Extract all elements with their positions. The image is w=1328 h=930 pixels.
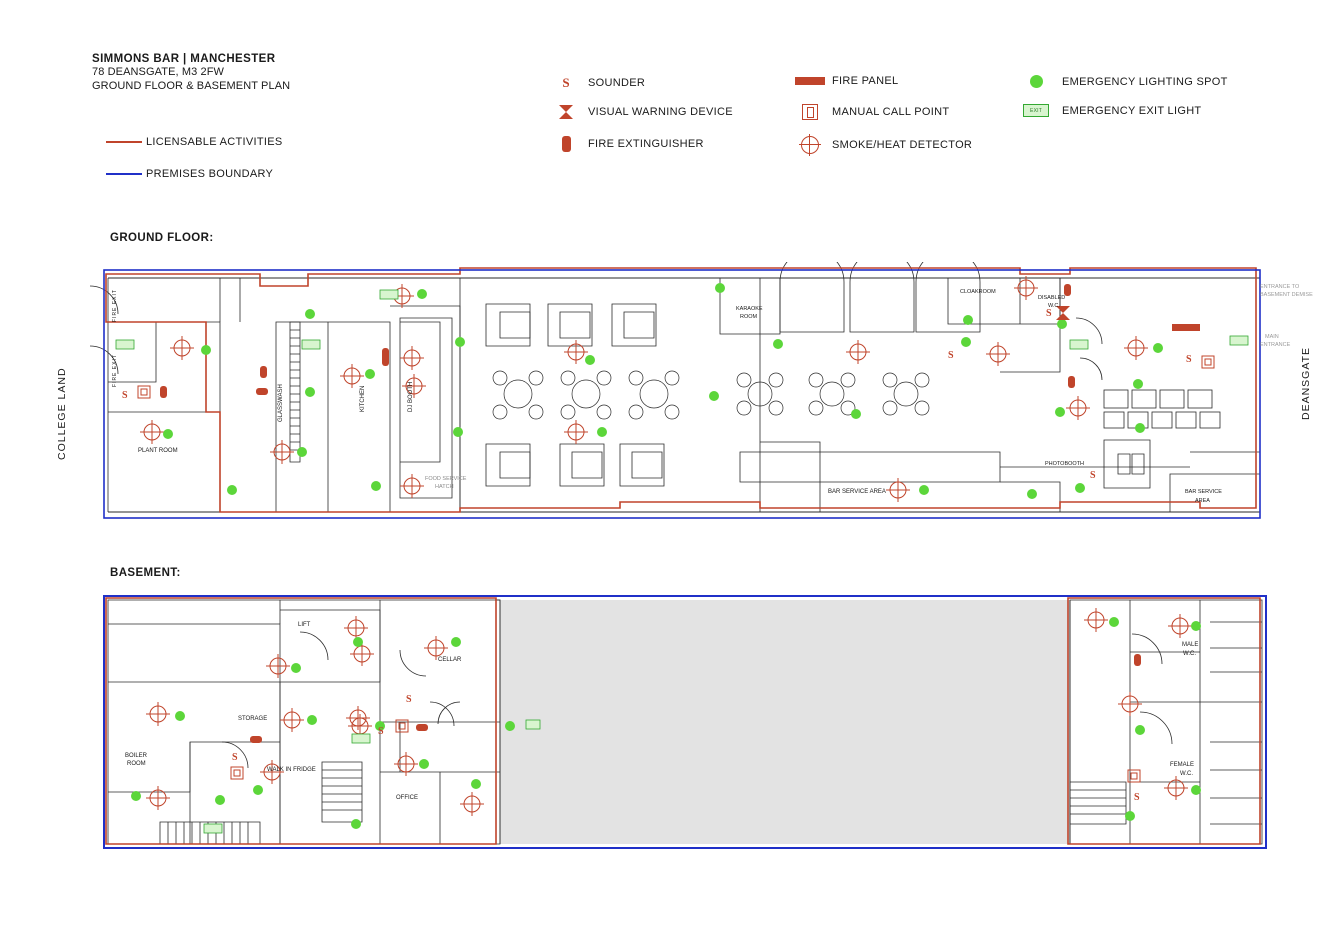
plan-address: 78 DEANSGATE, M3 2FW — [92, 66, 224, 79]
blue-line-swatch-icon — [104, 173, 144, 175]
annotation-fire-exit-2: FIRE EXIT — [112, 354, 118, 387]
basement-plan — [100, 592, 1270, 852]
basement-void-area — [500, 600, 1070, 844]
legend-item-visual-warning-device — [544, 104, 733, 120]
legend-label: MANUAL CALL POINT — [832, 106, 950, 118]
annotation-main: MAIN — [1265, 334, 1279, 340]
svg-text:S: S — [1186, 354, 1192, 365]
annotation-cloakroom: CLOAKROOM — [960, 289, 996, 295]
legend-label: FIRE EXTINGUISHER — [588, 138, 704, 150]
legend-item-fire-panel — [788, 75, 898, 87]
fire-panel-symbol — [1172, 324, 1200, 331]
svg-text:S: S — [948, 350, 954, 361]
annotation-karaoke-room: ROOM — [740, 314, 758, 320]
annotation-photobooth: PHOTOBOOTH — [1045, 461, 1085, 467]
legend-item-emergency-exit-light — [1018, 104, 1201, 117]
ground-floor-heading: GROUND FLOOR: — [110, 232, 214, 244]
svg-text:S: S — [232, 752, 238, 763]
legend-item-premises-boundary — [104, 168, 273, 180]
annotation-male-wc: W.C. — [1183, 651, 1196, 657]
svg-text:S: S — [406, 694, 412, 705]
legend-label: FIRE PANEL — [832, 75, 899, 87]
annotation-disabled: DISABLED — [1038, 295, 1066, 301]
legend-label: SOUNDER — [588, 77, 646, 89]
smoke-heat-detector-icon — [788, 136, 832, 154]
legend-label: EMERGENCY EXIT LIGHT — [1062, 104, 1202, 117]
title-block — [92, 52, 290, 94]
vwd-glyph — [558, 104, 574, 120]
ground-floor-drawing — [60, 262, 1320, 542]
annotation-disabled-wc: W.C. — [1048, 303, 1060, 309]
legend-item-emergency-lighting-spot — [1018, 75, 1228, 88]
annotation-dj-booth: DJ BOOTH — [408, 381, 414, 412]
annotation-female: FEMALE — [1170, 762, 1195, 768]
legend-label: SMOKE/HEAT DETECTOR — [832, 139, 973, 151]
svg-text:S: S — [378, 726, 384, 737]
basement-heading: BASEMENT: — [110, 567, 181, 579]
legend-label: VISUAL WARNING DEVICE — [588, 106, 733, 118]
annotation-cellar: CELLAR — [438, 657, 462, 663]
annotation-boiler-room: ROOM — [127, 761, 146, 767]
legend-item-sounder — [544, 75, 645, 91]
fire-panel-icon — [788, 77, 832, 85]
annotation-bar-service: BAR SERVICE — [1185, 489, 1222, 495]
annotation-bar-service-area-2: AREA — [1195, 498, 1210, 504]
sounder-icon: S — [562, 75, 570, 90]
svg-text:S: S — [1046, 308, 1052, 319]
plan-subtitle: GROUND FLOOR & BASEMENT PLAN — [92, 80, 291, 93]
svg-text:S: S — [1090, 470, 1096, 481]
annotation-kitchen: KITCHEN — [360, 385, 366, 412]
annotation-storage: STORAGE — [238, 716, 268, 722]
ground-floor-plan — [60, 262, 1320, 542]
emergency-exit-light-icon — [1018, 104, 1054, 117]
annotation-basement-demise: BASEMENT DEMISE — [1260, 292, 1313, 298]
legend-item-smoke-heat-detector — [788, 136, 972, 154]
annotation-glasswash: GLASSWASH — [278, 384, 284, 422]
annotation-walk-in-fridge: WALK IN FRIDGE — [267, 767, 316, 773]
emergency-lighting-spot-icon — [1018, 75, 1054, 88]
annotation-karaoke: KARAOKE — [736, 306, 763, 312]
annotation-entrance: ENTRANCE — [1260, 342, 1291, 348]
annotation-plant-room: PLANT ROOM — [138, 448, 178, 454]
annotation-bar-service-area: BAR SERVICE AREA — [828, 489, 886, 495]
legend-item-licensable-activities — [104, 136, 283, 148]
exit-light-glyph: EXIT — [1023, 104, 1049, 117]
red-line-swatch-icon — [104, 141, 144, 143]
annotation-lift: LIFT — [298, 622, 311, 628]
svg-text:S: S — [1134, 792, 1140, 803]
basement-drawing — [100, 592, 1270, 852]
annotation-female-wc: W.C. — [1180, 771, 1193, 777]
legend-label: EMERGENCY LIGHTING SPOT — [1062, 75, 1228, 88]
visual-warning-device-icon — [544, 104, 588, 120]
legend-item-fire-extinguisher — [544, 136, 704, 152]
legend-label: LICENSABLE ACTIVITIES — [146, 136, 283, 148]
street-label-deansgate: DEANSGATE — [1300, 347, 1312, 420]
annotation-entrance-to: ENTRANCE TO — [1260, 284, 1300, 290]
fire-extinguisher-icon — [544, 136, 588, 152]
annotation-office: OFFICE — [396, 795, 418, 801]
annotation-hatch: HATCH — [435, 484, 454, 490]
svg-text:S: S — [122, 390, 128, 401]
legend-label: PREMISES BOUNDARY — [146, 168, 274, 180]
legend-item-manual-call-point — [788, 104, 949, 120]
annotation-male: MALE — [1182, 642, 1199, 648]
annotation-boiler: BOILER — [125, 753, 148, 759]
street-label-college-land: COLLEGE LAND — [56, 367, 68, 460]
annotation-fire-exit-1: FIRE EXIT — [112, 289, 118, 322]
manual-call-point-icon — [788, 104, 832, 120]
annotation-food-service: FOOD SERVICE — [425, 476, 467, 482]
plan-title: SIMMONS BAR | MANCHESTER — [92, 53, 276, 65]
